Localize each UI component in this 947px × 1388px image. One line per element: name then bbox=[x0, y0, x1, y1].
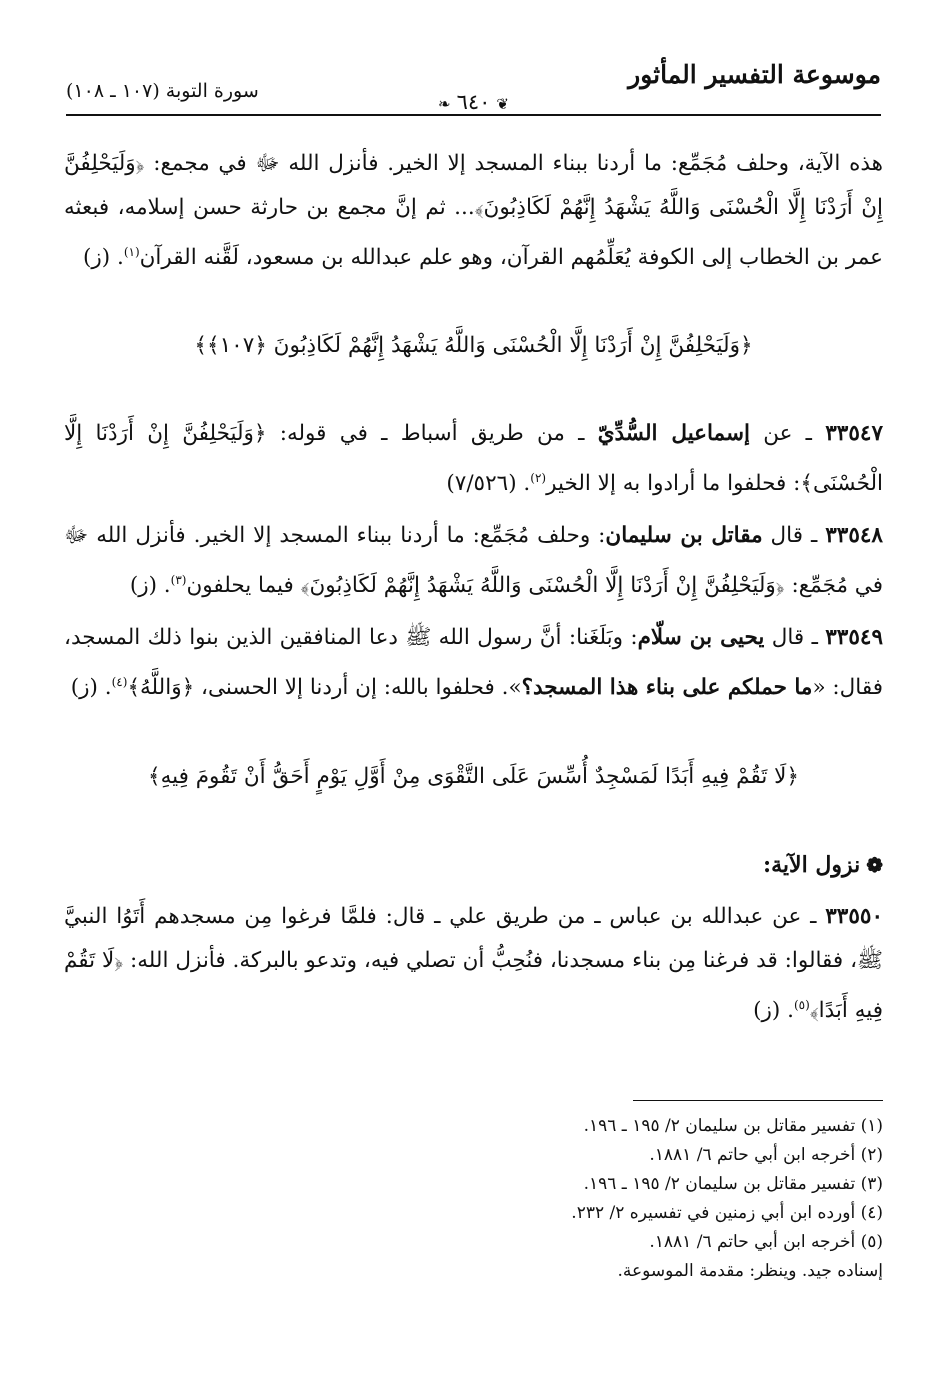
entry-33548 bbox=[64, 514, 883, 608]
footnotes bbox=[64, 1112, 883, 1286]
main-content bbox=[64, 142, 883, 1033]
entry-number: ٣٣٥٤٨ bbox=[825, 523, 883, 549]
entry-text: : وبَلَغَنا: أنَّ رسول الله ﷺ دعا المنافقين الذين بنوا ذلك المسجد، فقال: « bbox=[64, 625, 883, 701]
entry-number: ٣٣٥٤٩ bbox=[825, 625, 883, 651]
entry-prefix: ـ عن bbox=[749, 421, 826, 447]
entry-text: ـ عن عبدالله بن عباس ـ من طريق علي ـ قال: فلمَّا فرغوا مِن مسجدهم أَتَوُا النبيَّ ﷺ، فقالوا: قد فرغنا مِن بناء مسجدنا، فنُحِبُّ أن تصلي فيه، وتدعو بالبركة. فأنزل الله: ﴿لَا تَقُمْ فِيهِ أَبَدًا﴾ bbox=[64, 903, 883, 1023]
surah-reference: سورة التوبة (١٠٧ ـ ١٠٨) bbox=[66, 80, 259, 102]
footnote: (٥) أخرجه ابن أبي حاتم ٦/ ١٨٨١. bbox=[649, 1232, 883, 1252]
entry-33550 bbox=[64, 895, 883, 1033]
footnote: (٣) تفسير مقاتل بن سليمان ٢/ ١٩٥ ـ ١٩٦. bbox=[583, 1174, 883, 1194]
subheading-text: نزول الآية: bbox=[763, 851, 861, 878]
footnote-ref: (٣) bbox=[170, 573, 187, 588]
footnote-note: إسناده جيد. وينظر: مقدمة الموسوعة. bbox=[617, 1261, 883, 1281]
page-number-box bbox=[432, 90, 515, 114]
ornament-icon: ❧ bbox=[438, 95, 451, 113]
intro-text: هذه الآية، وحلف مُجَمِّع: ما أردنا ببناء المسجد إلا الخير. فأنزل الله ﷻ في مجمع: ﴿وَلَيَحْلِفُنَّ إِنْ أَرَدْنَا إِلَّا الْحُسْنَى وَاللَّهُ يَشْهَدُ إِنَّهُمْ لَكَاذِبُونَ﴾... ثم إنَّ مجمع بن حارثة حسن إسلامه، فبعثه عمر بن الخطاب إلى الكوفة يُعَلِّمُهم القرآن، وهو علم عبدالله بن مسعود، لَقَّنه القرآن bbox=[64, 151, 883, 271]
entry-tail: . (ز) bbox=[753, 997, 794, 1023]
footnote-ref: (٥) bbox=[793, 997, 810, 1012]
header-divider bbox=[66, 114, 881, 116]
footnote-ref: (١) bbox=[123, 245, 140, 259]
entry-33547 bbox=[64, 412, 883, 506]
entry-number: ٣٣٥٤٧ bbox=[825, 421, 883, 447]
entry-tail: . (٧/٥٢٦) bbox=[446, 471, 531, 497]
verse-heading: ﴿وَلَيَحْلِفُنَّ إِنْ أَرَدْنَا إِلَّا الْحُسْنَى وَاللَّهُ يَشْهَدُ إِنَّهُمْ لَكَاذِبُونَ ﴿١٠٧﴾﴾ bbox=[194, 333, 753, 359]
entry-number: ٣٣٥٥٠ bbox=[825, 903, 883, 929]
footnote: (١) تفسير مقاتل بن سليمان ٢/ ١٩٥ ـ ١٩٦. bbox=[583, 1116, 883, 1136]
entry-text: ـ من طريق أسباط ـ في قوله: ﴿وَلَيَحْلِفُنَّ إِنْ أَرَدْنَا إِلَّا الْحُسْنَى﴾: فحلفوا ما أرادوا به إلا الخير bbox=[64, 421, 883, 497]
book-title: موسوعة التفسير المأثور bbox=[628, 60, 881, 89]
hadith-quote: ما حملكم على بناء هذا المسجد؟ bbox=[521, 675, 813, 701]
flower-icon: ❁ bbox=[866, 852, 883, 877]
footnote-divider bbox=[633, 1100, 883, 1101]
narrator-name: مقاتل بن سليمان bbox=[605, 523, 763, 549]
section-subheading bbox=[64, 843, 883, 887]
verse-heading: ﴿لَا تَقُمْ فِيهِ أَبَدًا لَمَسْجِدٌ أُسِّسَ عَلَى التَّقْوَى مِنْ أَوَّلِ يَوْمٍ أَحَقُّ أَنْ تَقُومَ فِيهِ﴾ bbox=[147, 763, 799, 789]
narrator-name: يحيى بن سلّام bbox=[637, 625, 765, 651]
footnote-ref: (٢) bbox=[530, 471, 547, 486]
entry-tail: . (ز) bbox=[70, 675, 112, 701]
entry-text: : وحلف مُجَمِّع: ما أردنا ببناء المسجد إلا الخير. فأنزل الله ﷻ في مُجَمِّع: ﴿وَلَيَحْلِفُنَّ إِنْ أَرَدْنَا إِلَّا الْحُسْنَى وَاللَّهُ يَشْهَدُ إِنَّهُمْ لَكَاذِبُونَ﴾ فيما يحلفون bbox=[64, 523, 883, 599]
intro-paragraph bbox=[64, 142, 883, 280]
entry-text-2: ». فحلفوا بالله: إن أردنا إلا الحسنى، ﴿وَاللَّهُ﴾ bbox=[127, 675, 522, 701]
footnote-ref: (٤) bbox=[111, 675, 128, 690]
entry-33549 bbox=[64, 616, 883, 710]
footnote: (٤) أورده ابن أبي زمنين في تفسيره ٢/ ٢٣٢. bbox=[571, 1203, 883, 1223]
intro-tail: . (ز) bbox=[82, 245, 124, 271]
entry-tail: . (ز) bbox=[129, 573, 171, 599]
entry-prefix: ـ قال bbox=[762, 523, 826, 549]
page-header bbox=[66, 60, 881, 116]
entry-prefix: ـ قال bbox=[764, 625, 826, 651]
page-number: ٦٤٠ bbox=[456, 90, 491, 114]
footnote: (٢) أخرجه ابن أبي حاتم ٦/ ١٨٨١. bbox=[649, 1145, 883, 1165]
ornament-icon: ❦ bbox=[496, 95, 509, 113]
narrator-name: إسماعيل السُّدِّيّ bbox=[597, 421, 750, 447]
